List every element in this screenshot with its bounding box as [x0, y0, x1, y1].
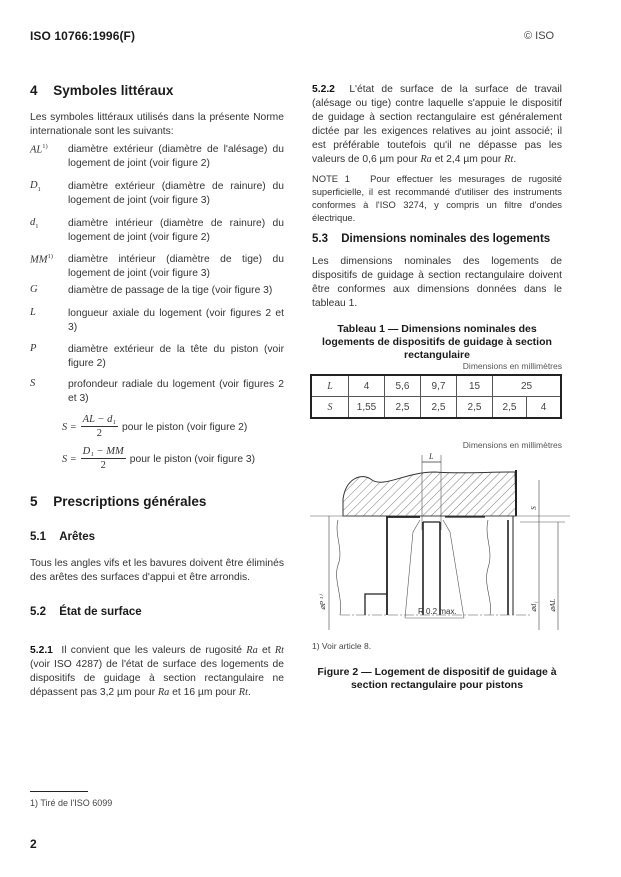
numerator: AL − d₁ — [82, 414, 116, 425]
section-5-3-text: Les dimensions nominales des logements de dispositifs de guidage à section rectangulaire doivent être conformes aux dimensions données dans le tableau 1. — [312, 256, 562, 309]
row-label: S — [311, 397, 349, 419]
section-5-1-heading — [30, 531, 95, 543]
table-cell: 15 — [457, 375, 493, 397]
table-cell: 2,5 — [385, 397, 421, 419]
label-P: ⌀P ¹⁾ — [318, 595, 327, 610]
denominator: 2 — [100, 460, 106, 471]
table-1-caption — [312, 323, 562, 362]
table-cell: 2,5 — [457, 397, 493, 419]
table-cell: 5,6 — [385, 375, 421, 397]
caption-line: logements de dispositifs de guidage à section — [322, 336, 552, 348]
formula-text: pour le piston (voir figure 3) — [129, 453, 256, 465]
definition-text: diamètre intérieur (diamètre de tige) du logement de joint (voir figure 3) — [68, 254, 284, 279]
figure-2-caption — [312, 666, 562, 692]
caption-line: Figure 2 — Logement de dispositif de guidage à — [317, 666, 557, 678]
table-cell: 9,7 — [421, 375, 457, 397]
table-cell: 1,55 — [349, 397, 385, 419]
section-number: 5.2 — [30, 606, 46, 618]
formula-text: pour le piston (voir figure 2) — [121, 421, 248, 433]
caption-line: rectangulaire — [404, 349, 470, 361]
text: et 16 µm pour — [169, 687, 239, 698]
symbol-rt: Rt — [238, 687, 248, 698]
section-title: Symboles littéraux — [53, 83, 174, 98]
section-5-2-2-text — [312, 83, 562, 167]
bore-housing — [343, 472, 516, 516]
text: L'état de surface de la surface de travail (alésage ou tige) contre laquelle s'appuie le dispositif de guidage à section rectangulaire est généralement dictée par les exigences relatives au joint associé; il est préférable toutefois qu'il ne dépasse pas les valeurs de 0,6 µm pour — [312, 84, 562, 165]
section-5-3-heading — [312, 233, 550, 245]
table-cell: 2,5 — [493, 397, 527, 419]
symbol: G — [30, 284, 38, 295]
definition-text: diamètre de passage de la tige (voir figure 3) — [68, 285, 273, 296]
fraction — [81, 446, 126, 472]
formula-lhs: S = — [62, 421, 77, 433]
formula-2 — [62, 446, 255, 472]
fraction — [81, 414, 118, 440]
symbol: $d_1$ — [30, 217, 39, 231]
table-row — [311, 375, 561, 397]
symbol-ra: Ra — [420, 154, 432, 165]
caption-line: section rectangulaire pour pistons — [350, 679, 524, 691]
symbol: AL$^{1)}$ — [30, 143, 48, 156]
page-number: 2 — [30, 837, 37, 851]
symbol: P — [30, 343, 37, 354]
numerator: D₁ − MM — [82, 446, 124, 457]
definition-text: diamètre extérieur (diamètre de l'alésage) du logement de joint (voir figure 2) — [68, 144, 284, 169]
symbol: S — [30, 378, 36, 389]
symbol-ra: Ra — [157, 687, 170, 698]
symbol: MM$^{1)}$ — [30, 253, 53, 266]
section-number: 5.3 — [312, 233, 328, 245]
text: . — [513, 154, 517, 165]
table-1-units: Dimensions en millimètres — [462, 361, 562, 371]
definition-text: longueur axiale du logement (voir figures 2 et 3) — [68, 308, 284, 333]
figure-2-drawing — [310, 450, 610, 630]
label-S: S — [529, 506, 538, 510]
definition-text: diamètre intérieur (diamètre de rainure) du logement de joint (voir figure 2) — [68, 218, 284, 243]
denominator: 2 — [96, 428, 102, 439]
caption-line: Tableau 1 — Dimensions nominales des — [337, 323, 537, 335]
section-title: Prescriptions générales — [53, 494, 207, 509]
footnote: 1) Tiré de l'ISO 6099 — [30, 798, 113, 808]
label-L: L — [429, 452, 434, 461]
text: (voir ISO 4287) de l'état de surface des logements de dispositifs de guidage à section rectangulaire ne dépassent pas 3,2 µm pour — [30, 659, 284, 698]
clause-number: 5.2.1 — [30, 645, 53, 656]
label-d1: ⌀d₁ — [529, 601, 538, 612]
note-1 — [312, 172, 562, 224]
section-title: Dimensions nominales des logements — [341, 233, 551, 245]
table-1 — [310, 374, 562, 419]
section-number: 4 — [30, 83, 38, 98]
section-5-heading — [30, 494, 206, 509]
section-5-2-1-text — [30, 644, 284, 700]
figure-2-footnote: 1) Voir article 8. — [312, 641, 372, 651]
text: Il convient que les valeurs de rugosité — [61, 645, 247, 656]
table-cell: 4 — [527, 397, 562, 419]
document-id: ISO 10766:1996(F) — [30, 29, 136, 43]
table-row — [311, 397, 561, 419]
table-cell: 25 — [493, 375, 562, 397]
section-title: Arêtes — [59, 531, 96, 543]
formula-lhs: S = — [62, 453, 77, 465]
definition-text: diamètre extérieur (diamètre de rainure) du logement de joint (voir figure 3) — [68, 181, 284, 206]
text: et — [257, 645, 275, 656]
symbol-ra: Ra — [246, 645, 258, 656]
text: et 2,4 µm pour — [431, 154, 505, 165]
section-number: 5 — [30, 494, 38, 509]
symbol: $D_1$ — [30, 180, 41, 194]
clause-number: 5.2.2 — [312, 84, 335, 95]
footnote-divider — [30, 791, 88, 792]
table-cell: 2,5 — [421, 397, 457, 419]
section-4-heading — [30, 83, 173, 98]
copyright: © ISO — [524, 30, 555, 42]
table-cell: 4 — [349, 375, 385, 397]
symbol: L — [30, 307, 36, 318]
definition-text: diamètre extérieur de la tête du piston (voir figure 2) — [68, 344, 284, 369]
section-title: État de surface — [59, 606, 142, 618]
symbol-rt: Rt — [504, 154, 514, 165]
section-number: 5.1 — [30, 531, 46, 543]
row-label: L — [311, 375, 349, 397]
formula-1 — [62, 414, 247, 440]
definition-text: profondeur radiale du logement (voir figures 2 et 3) — [68, 379, 284, 404]
text: . — [247, 687, 251, 698]
section-5-2-heading — [30, 606, 142, 618]
section-4-intro: Les symboles littéraux utilisés dans la présente Norme internationale sont les suivants: — [30, 112, 284, 137]
note-label: NOTE 1 — [312, 173, 350, 184]
section-5-1-text: Tous les angles vifs et les bavures doivent être éliminés des arêtes des surfaces d'appui et être arrondis. — [30, 558, 284, 583]
figure-2-units: Dimensions en millimètres — [462, 440, 562, 450]
label-AL: ⌀AL — [548, 598, 557, 612]
note-text: Pour effectuer les mesurages de rugosité superficielle, il est recommandé d'utiliser des instruments conformes à l'ISO 3274, y compris un filtre d'ondes électrique. — [312, 173, 562, 223]
label-radius: R 0.2 max. — [418, 607, 457, 616]
symbol-rt: Rt — [274, 645, 284, 656]
